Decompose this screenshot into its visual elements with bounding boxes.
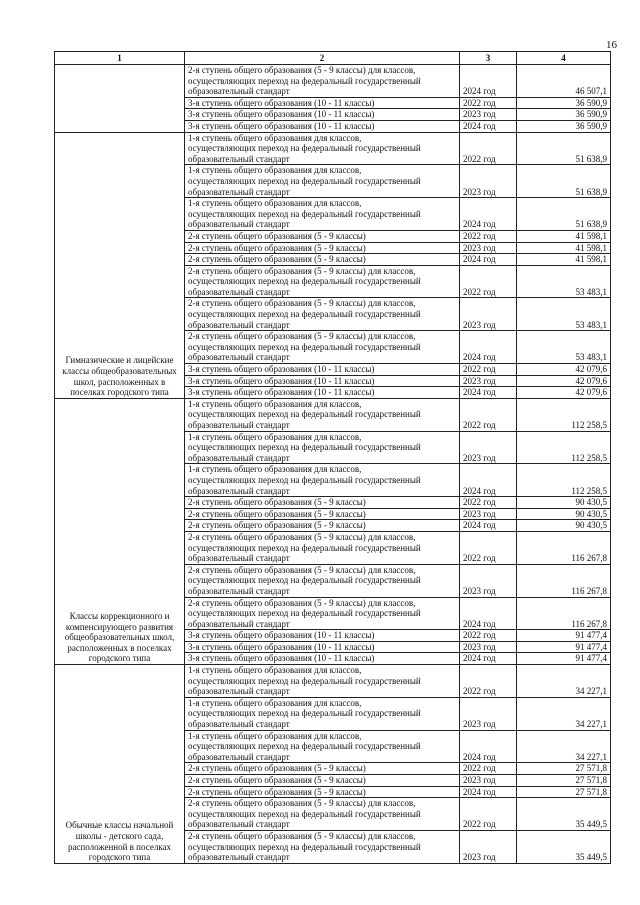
year-cell: 2023 год — [460, 775, 517, 787]
year-cell: 2024 год — [460, 65, 517, 98]
group-label: Классы коррекционного и компенсирующего развития общеобразовательных школ, расположенных в поселках городского типа — [55, 398, 185, 664]
amount-cell: 51 638,9 — [517, 198, 611, 231]
year-cell: 2024 год — [460, 520, 517, 532]
table-row — [55, 398, 611, 431]
year-cell: 2022 год — [460, 497, 517, 509]
education-level: 3-я ступень общего образования (10 - 11 классы) — [185, 630, 460, 642]
amount-cell: 34 227,1 — [517, 730, 611, 763]
education-level: 2-я ступень общего образования (5 - 9 классы) — [185, 786, 460, 798]
year-cell: 2022 год — [460, 398, 517, 431]
education-level: 1-я ступень общего образования для классов, осуществляющих переход на федеральный государственный образовательный стандарт — [185, 132, 460, 165]
education-level: 2-я ступень общего образования (5 - 9 классы) для классов, осуществляющих переход на федеральный государственный образовательный стандарт — [185, 265, 460, 298]
amount-cell: 116 267,8 — [517, 531, 611, 564]
year-cell: 2022 год — [460, 265, 517, 298]
year-cell: 2024 год — [460, 387, 517, 399]
table-row — [55, 65, 611, 98]
amount-cell: 112 258,5 — [517, 464, 611, 497]
education-level: 2-я ступень общего образования (5 - 9 классы) для классов, осуществляющих переход на федеральный государственный образовательный стандарт — [185, 597, 460, 630]
tariff-table — [54, 51, 611, 864]
education-level: 2-я ступень общего образования (5 - 9 классы) — [185, 508, 460, 520]
amount-cell: 112 258,5 — [517, 398, 611, 431]
year-cell: 2024 год — [460, 198, 517, 231]
amount-cell: 35 449,5 — [517, 798, 611, 831]
amount-cell: 51 638,9 — [517, 165, 611, 198]
education-level: 1-я ступень общего образования для классов, осуществляющих переход на федеральный государственный образовательный стандарт — [185, 165, 460, 198]
year-cell: 2023 год — [460, 298, 517, 331]
year-cell: 2023 год — [460, 375, 517, 387]
education-level: 1-я ступень общего образования для классов, осуществляющих переход на федеральный государственный образовательный стандарт — [185, 464, 460, 497]
education-level: 2-я ступень общего образования (5 - 9 классы) — [185, 775, 460, 787]
amount-cell: 41 598,1 — [517, 254, 611, 266]
year-cell: 2023 год — [460, 431, 517, 464]
year-cell: 2024 год — [460, 120, 517, 132]
education-level: 3-я ступень общего образования (10 - 11 классы) — [185, 387, 460, 399]
amount-cell: 35 449,5 — [517, 830, 611, 863]
education-level: 2-я ступень общего образования (5 - 9 классы) для классов, осуществляющих переход на федеральный государственный образовательный стандарт — [185, 798, 460, 831]
header-col-3: 3 — [460, 52, 517, 65]
education-level: 3-я ступень общего образования (10 - 11 классы) — [185, 109, 460, 121]
header-col-1: 1 — [55, 52, 185, 65]
table-row — [55, 665, 611, 698]
table-row — [55, 132, 611, 165]
education-level: 1-я ступень общего образования для классов, осуществляющих переход на федеральный государственный образовательный стандарт — [185, 730, 460, 763]
amount-cell: 90 430,5 — [517, 520, 611, 532]
amount-cell: 41 598,1 — [517, 230, 611, 242]
amount-cell: 36 590,9 — [517, 97, 611, 109]
amount-cell: 53 483,1 — [517, 265, 611, 298]
education-level: 1-я ступень общего образования для классов, осуществляющих переход на федеральный государственный образовательный стандарт — [185, 431, 460, 464]
group-label — [55, 65, 185, 133]
amount-cell: 42 079,6 — [517, 387, 611, 399]
group-label: Гимназические и лицейские классы общеобразовательных школ, расположенных в поселках городского типа — [55, 132, 185, 398]
education-level: 2-я ступень общего образования (5 - 9 классы) для классов, осуществляющих переход на федеральный государственный образовательный стандарт — [185, 331, 460, 364]
table-body — [55, 65, 611, 864]
education-level: 1-я ступень общего образования для классов, осуществляющих переход на федеральный государственный образовательный стандарт — [185, 198, 460, 231]
education-level: 2-я ступень общего образования (5 - 9 классы) — [185, 242, 460, 254]
amount-cell: 116 267,8 — [517, 564, 611, 597]
amount-cell: 51 638,9 — [517, 132, 611, 165]
education-level: 2-я ступень общего образования (5 - 9 классы) — [185, 254, 460, 266]
year-cell: 2024 год — [460, 786, 517, 798]
education-level: 1-я ступень общего образования для классов, осуществляющих переход на федеральный государственный образовательный стандарт — [185, 665, 460, 698]
year-cell: 2023 год — [460, 697, 517, 730]
education-level: 2-я ступень общего образования (5 - 9 классы) — [185, 520, 460, 532]
year-cell: 2024 год — [460, 254, 517, 266]
amount-cell: 91 477,4 — [517, 653, 611, 665]
education-level: 1-я ступень общего образования для классов, осуществляющих переход на федеральный государственный образовательный стандарт — [185, 398, 460, 431]
page-number: 16 — [606, 39, 617, 51]
education-level: 2-я ступень общего образования (5 - 9 классы) — [185, 763, 460, 775]
year-cell: 2024 год — [460, 597, 517, 630]
amount-cell: 41 598,1 — [517, 242, 611, 254]
education-level: 2-я ступень общего образования (5 - 9 классы) для классов, осуществляющих переход на федеральный государственный образовательный стандарт — [185, 830, 460, 863]
amount-cell: 116 267,8 — [517, 597, 611, 630]
year-cell: 2023 год — [460, 242, 517, 254]
education-level: 2-я ступень общего образования (5 - 9 классы) для классов, осуществляющих переход на федеральный государственный образовательный стандарт — [185, 65, 460, 98]
education-level: 3-я ступень общего образования (10 - 11 классы) — [185, 97, 460, 109]
amount-cell: 53 483,1 — [517, 298, 611, 331]
year-cell: 2022 год — [460, 763, 517, 775]
amount-cell: 42 079,6 — [517, 375, 611, 387]
year-cell: 2023 год — [460, 165, 517, 198]
education-level: 2-я ступень общего образования (5 - 9 классы) — [185, 230, 460, 242]
header-col-4: 4 — [517, 52, 611, 65]
year-cell: 2022 год — [460, 97, 517, 109]
amount-cell: 34 227,1 — [517, 697, 611, 730]
year-cell: 2022 год — [460, 665, 517, 698]
education-level: 2-я ступень общего образования (5 - 9 классы) для классов, осуществляющих переход на федеральный государственный образовательный стандарт — [185, 298, 460, 331]
amount-cell: 36 590,9 — [517, 120, 611, 132]
amount-cell: 46 507,1 — [517, 65, 611, 98]
year-cell: 2024 год — [460, 331, 517, 364]
education-level: 3-я ступень общего образования (10 - 11 классы) — [185, 641, 460, 653]
education-level: 3-я ступень общего образования (10 - 11 классы) — [185, 120, 460, 132]
header-row — [55, 52, 611, 65]
amount-cell: 27 571,8 — [517, 763, 611, 775]
education-level: 3-я ступень общего образования (10 - 11 классы) — [185, 653, 460, 665]
amount-cell: 36 590,9 — [517, 109, 611, 121]
year-cell: 2023 год — [460, 508, 517, 520]
year-cell: 2022 год — [460, 630, 517, 642]
amount-cell: 90 430,5 — [517, 497, 611, 509]
amount-cell: 91 477,4 — [517, 630, 611, 642]
year-cell: 2022 год — [460, 798, 517, 831]
year-cell: 2023 год — [460, 641, 517, 653]
year-cell: 2024 год — [460, 730, 517, 763]
education-level: 2-я ступень общего образования (5 - 9 классы) — [185, 497, 460, 509]
year-cell: 2023 год — [460, 830, 517, 863]
year-cell: 2024 год — [460, 464, 517, 497]
education-level: 2-я ступень общего образования (5 - 9 классы) для классов, осуществляющих переход на федеральный государственный образовательный стандарт — [185, 531, 460, 564]
amount-cell: 42 079,6 — [517, 364, 611, 376]
year-cell: 2022 год — [460, 364, 517, 376]
group-label: Обычные классы начальной школы - детского сада, расположенной в поселках городского типа — [55, 665, 185, 864]
year-cell: 2022 год — [460, 230, 517, 242]
education-level: 2-я ступень общего образования (5 - 9 классы) для классов, осуществляющих переход на федеральный государственный образовательный стандарт — [185, 564, 460, 597]
amount-cell: 112 258,5 — [517, 431, 611, 464]
education-level: 3-я ступень общего образования (10 - 11 классы) — [185, 375, 460, 387]
year-cell: 2023 год — [460, 109, 517, 121]
education-level: 3-я ступень общего образования (10 - 11 классы) — [185, 364, 460, 376]
year-cell: 2023 год — [460, 564, 517, 597]
amount-cell: 90 430,5 — [517, 508, 611, 520]
amount-cell: 27 571,8 — [517, 786, 611, 798]
education-level: 1-я ступень общего образования для классов, осуществляющих переход на федеральный государственный образовательный стандарт — [185, 697, 460, 730]
year-cell: 2022 год — [460, 132, 517, 165]
year-cell: 2022 год — [460, 531, 517, 564]
header-col-2: 2 — [185, 52, 460, 65]
amount-cell: 27 571,8 — [517, 775, 611, 787]
year-cell: 2024 год — [460, 653, 517, 665]
amount-cell: 53 483,1 — [517, 331, 611, 364]
amount-cell: 91 477,4 — [517, 641, 611, 653]
amount-cell: 34 227,1 — [517, 665, 611, 698]
